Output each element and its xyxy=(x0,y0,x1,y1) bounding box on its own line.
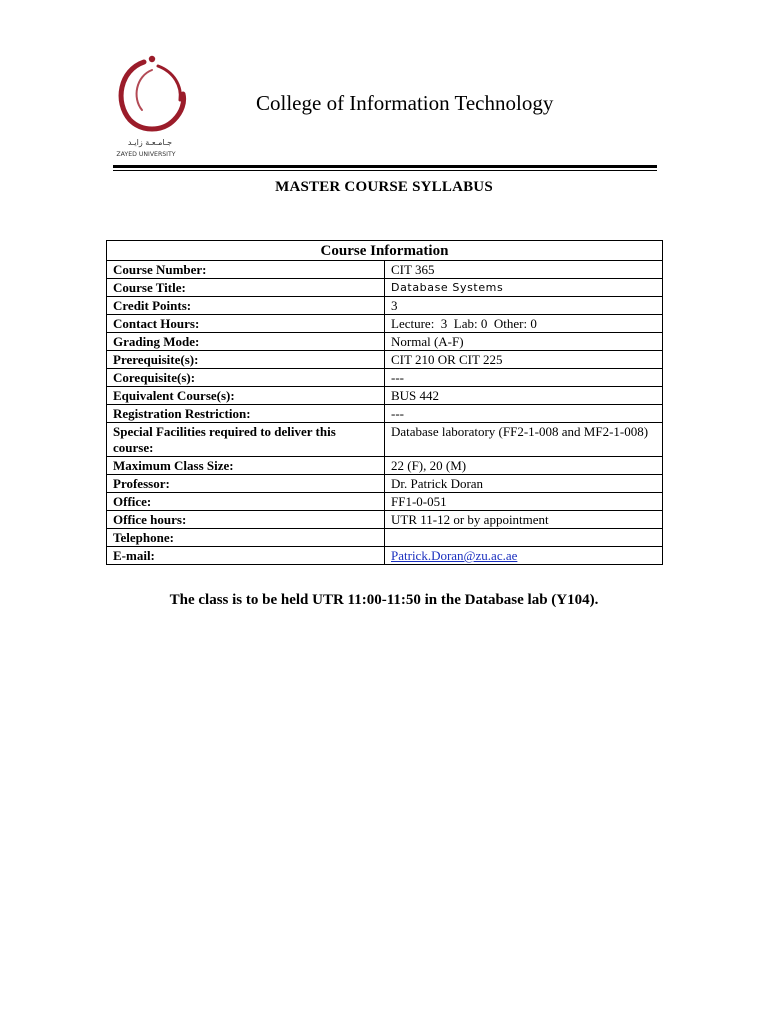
row-value-telephone xyxy=(385,529,663,547)
row-value-email xyxy=(385,547,663,565)
row-value-course-title: Database Systems xyxy=(385,279,663,297)
row-value-office: FF1-0-051 xyxy=(385,493,663,511)
row-value-office-hours: UTR 11-12 or by appointment xyxy=(385,511,663,529)
table-row xyxy=(107,387,663,405)
row-value-grading-mode: Normal (A-F) xyxy=(385,333,663,351)
table-row xyxy=(107,511,663,529)
table-row xyxy=(107,547,663,565)
row-label-email: E-mail: xyxy=(107,547,385,565)
row-label-course-number: Course Number: xyxy=(107,261,385,279)
row-label-office: Office: xyxy=(107,493,385,511)
header-divider-thin xyxy=(113,170,657,171)
row-value-equivalent-courses: BUS 442 xyxy=(385,387,663,405)
table-row xyxy=(107,423,663,457)
row-label-registration-restriction: Registration Restriction: xyxy=(107,405,385,423)
row-value-corequisites: --- xyxy=(385,369,663,387)
row-label-special-facilities: Special Facilities required to deliver this course: xyxy=(107,423,385,457)
row-value-special-facilities: Database laboratory (FF2-1-008 and MF2-1-008) xyxy=(385,423,663,457)
row-label-office-hours: Office hours: xyxy=(107,511,385,529)
row-value-credit-points: 3 xyxy=(385,297,663,315)
table-row xyxy=(107,457,663,475)
email-link[interactable]: Patrick.Doran@zu.ac.ae xyxy=(391,548,518,563)
table-row xyxy=(107,315,663,333)
row-value-course-number: CIT 365 xyxy=(385,261,663,279)
row-value-prerequisites: CIT 210 OR CIT 225 xyxy=(385,351,663,369)
zayed-university-logo xyxy=(108,50,192,160)
logo-emblem-icon xyxy=(108,50,192,160)
table-row xyxy=(107,369,663,387)
table-row xyxy=(107,405,663,423)
row-label-equivalent-courses: Equivalent Course(s): xyxy=(107,387,385,405)
svg-text:ZAYED UNIVERSITY: ZAYED UNIVERSITY xyxy=(116,151,176,158)
svg-text:جـامـعـة زايـد: جـامـعـة زايـد xyxy=(127,138,173,147)
table-row xyxy=(107,333,663,351)
row-value-max-class-size: 22 (F), 20 (M) xyxy=(385,457,663,475)
table-heading: Course Information xyxy=(107,241,663,261)
class-schedule-note: The class is to be held UTR 11:00-11:50 in the Database lab (Y104). xyxy=(169,592,599,608)
college-title: College of Information Technology xyxy=(256,91,554,115)
table-row xyxy=(107,475,663,493)
document-title: MASTER COURSE SYLLABUS xyxy=(275,179,493,195)
row-label-credit-points: Credit Points: xyxy=(107,297,385,315)
table-row xyxy=(107,529,663,547)
row-value-contact-hours: Lecture: 3 Lab: 0 Other: 0 xyxy=(385,315,663,333)
row-label-professor: Professor: xyxy=(107,475,385,493)
table-row xyxy=(107,493,663,511)
row-value-registration-restriction: --- xyxy=(385,405,663,423)
table-row xyxy=(107,297,663,315)
course-information-table xyxy=(106,240,663,565)
row-value-professor: Dr. Patrick Doran xyxy=(385,475,663,493)
row-label-telephone: Telephone: xyxy=(107,529,385,547)
table-row xyxy=(107,279,663,297)
table-row xyxy=(107,261,663,279)
row-label-max-class-size: Maximum Class Size: xyxy=(107,457,385,475)
row-label-contact-hours: Contact Hours: xyxy=(107,315,385,333)
row-label-corequisites: Corequisite(s): xyxy=(107,369,385,387)
row-label-prerequisites: Prerequisite(s): xyxy=(107,351,385,369)
header-divider xyxy=(113,165,657,168)
table-row xyxy=(107,351,663,369)
row-label-course-title: Course Title: xyxy=(107,279,385,297)
row-label-grading-mode: Grading Mode: xyxy=(107,333,385,351)
table-heading-row xyxy=(107,241,663,261)
